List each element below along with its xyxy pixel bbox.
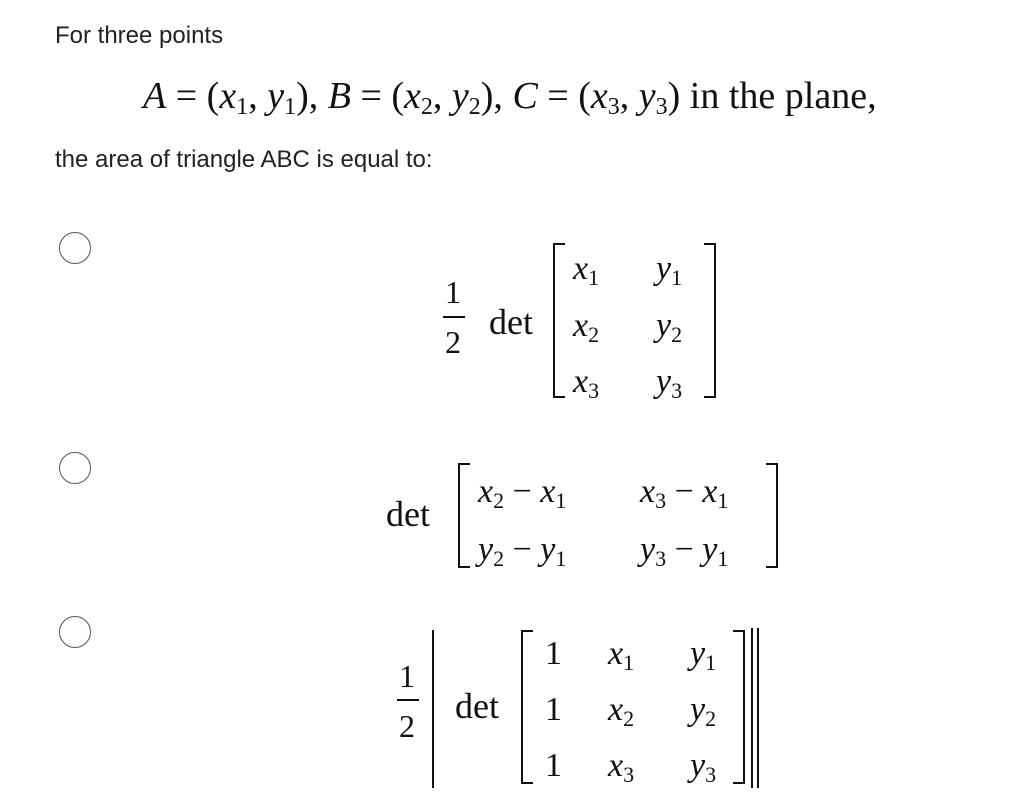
question-text: the area of triangle ABC is equal to: — [55, 146, 433, 173]
option-3-fraction-numerator: 1 — [399, 658, 415, 694]
option-1-radio[interactable] — [59, 232, 91, 264]
option-1-cell-r3c1: $x_3$ — [573, 363, 600, 403]
option-1-cell-r2c2: $y_2$ — [656, 307, 683, 347]
option-2-right-bracket — [776, 463, 778, 568]
option-3-fraction-bar — [397, 699, 419, 701]
option-1-right-bracket — [714, 243, 716, 398]
option-3-left-bracket — [521, 630, 523, 784]
option-3-cell-r3c1: 1 — [545, 747, 562, 784]
option-2-cell-r1c2: $x_3 - x_1$ — [640, 473, 729, 513]
option-3-cell-r1c1: 1 — [545, 635, 562, 672]
option-1-cell-r3c2: $y_3$ — [656, 363, 683, 403]
option-1-fraction-numerator: 1 — [445, 274, 461, 310]
point-c-label: C — [512, 75, 538, 117]
option-2-det-operator: det — [386, 494, 430, 534]
option-1-fraction-bar — [443, 316, 465, 318]
option-2-left-bracket — [458, 463, 460, 568]
points-definition: $A = (x_1$, $y_1$), $B = (x_2$, $y_2$), $C = (x_3$, $y_3$) in the plane, — [143, 75, 877, 120]
option-3-abs-right-bar — [751, 628, 753, 788]
option-1-det-operator: det — [489, 302, 533, 342]
option-2-cell-r2c2: $y_3 - y_1$ — [640, 531, 729, 571]
option-1-fraction-denominator: 2 — [445, 324, 461, 360]
option-3-cell-r2c2: $x_2$ — [608, 691, 635, 731]
point-b-label: B — [327, 75, 351, 117]
option-3-cell-r1c2: $x_1$ — [608, 635, 635, 675]
option-2-cell-r1c1: $x_2 - x_1$ — [478, 473, 567, 513]
intro-text: For three points — [55, 22, 224, 49]
option-3-cell-r1c3: $y_1$ — [690, 635, 717, 675]
option-3-right-bracket — [743, 630, 745, 784]
option-2-radio[interactable] — [59, 452, 91, 484]
option-1-cell-r1c1: $x_1$ — [573, 250, 600, 290]
option-1-cell-r1c2: $y_1$ — [656, 250, 683, 290]
points-tail: in the plane, — [689, 75, 877, 117]
option-3-det-operator: det — [455, 686, 499, 726]
option-2-cell-r2c1: $y_2 - y_1$ — [478, 531, 567, 571]
option-1-left-bracket — [553, 243, 555, 398]
option-3-fraction-denominator: 2 — [399, 708, 415, 744]
option-1-cell-r2c1: $x_2$ — [573, 307, 600, 347]
option-3-cell-r2c1: 1 — [545, 691, 562, 728]
option-3-abs-left-bar — [432, 630, 434, 788]
option-3-cell-r3c2: $x_3$ — [608, 747, 635, 787]
option-3-cell-r3c3: $y_3$ — [690, 747, 717, 787]
option-3-radio[interactable] — [59, 616, 91, 648]
point-a-label: A — [143, 75, 167, 117]
option-3-cell-r2c3: $y_2$ — [690, 691, 717, 731]
